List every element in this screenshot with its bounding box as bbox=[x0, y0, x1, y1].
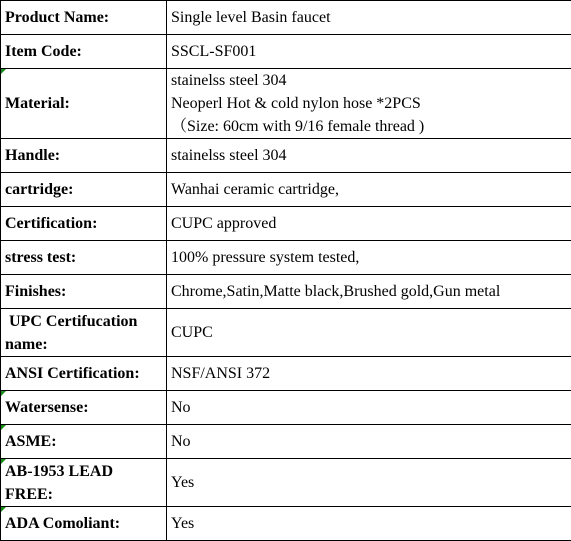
row-label-text: Product Name: bbox=[5, 9, 109, 26]
table-row bbox=[1, 241, 571, 275]
comment-marker-icon bbox=[1, 459, 6, 464]
row-label bbox=[1, 69, 167, 139]
row-value bbox=[167, 241, 571, 275]
row-label-text: ASME: bbox=[5, 433, 57, 450]
row-label-text: Watersense: bbox=[5, 399, 89, 416]
row-value bbox=[167, 507, 571, 541]
row-value bbox=[167, 35, 571, 69]
row-value bbox=[167, 1, 571, 35]
table-row bbox=[1, 391, 571, 425]
row-label bbox=[1, 35, 167, 69]
row-value bbox=[167, 207, 571, 241]
comment-marker-icon bbox=[1, 507, 6, 512]
row-label bbox=[1, 275, 167, 309]
row-label bbox=[1, 425, 167, 459]
comment-marker-icon bbox=[1, 391, 6, 396]
row-label bbox=[1, 241, 167, 275]
row-value-line: Wanhai ceramic cartridge, bbox=[171, 178, 567, 201]
row-label-text: Material: bbox=[5, 95, 70, 112]
comment-marker-icon bbox=[1, 425, 6, 430]
row-value-line: No bbox=[171, 430, 567, 453]
row-value-line: Neoperl Hot & cold nylon hose *2PCS bbox=[171, 92, 567, 115]
row-value-line: CUPC approved bbox=[171, 212, 567, 235]
row-value-line: Yes bbox=[171, 512, 567, 535]
row-label-text: Item Code: bbox=[5, 43, 82, 60]
row-value bbox=[167, 139, 571, 173]
row-label-text: Certification: bbox=[5, 215, 97, 232]
row-label bbox=[1, 139, 167, 173]
row-value-line: Single level Basin faucet bbox=[171, 6, 567, 29]
row-label bbox=[1, 357, 167, 391]
row-value-line: 100% pressure system tested, bbox=[171, 246, 567, 269]
row-value bbox=[167, 309, 571, 357]
row-label bbox=[1, 459, 167, 507]
row-label bbox=[1, 173, 167, 207]
row-value-line: NSF/ANSI 372 bbox=[171, 362, 567, 385]
table-row bbox=[1, 357, 571, 391]
table-row bbox=[1, 507, 571, 541]
row-value bbox=[167, 391, 571, 425]
table-row bbox=[1, 309, 571, 357]
table-row bbox=[1, 69, 571, 139]
row-label-text: Finishes: bbox=[5, 283, 66, 300]
table-row bbox=[1, 207, 571, 241]
row-label bbox=[1, 309, 167, 357]
row-label-text: AB-1953 LEAD FREE: bbox=[5, 463, 113, 503]
table-row bbox=[1, 1, 571, 35]
row-value-line: No bbox=[171, 396, 567, 419]
row-value bbox=[167, 275, 571, 309]
row-label-text: UPC Certifucation name: bbox=[5, 313, 141, 353]
table-row bbox=[1, 459, 571, 507]
row-value bbox=[167, 173, 571, 207]
row-label bbox=[1, 1, 167, 35]
row-label bbox=[1, 507, 167, 541]
row-value bbox=[167, 69, 571, 139]
row-label-text: cartridge: bbox=[5, 181, 73, 198]
row-label bbox=[1, 391, 167, 425]
row-label-text: stress test: bbox=[5, 249, 76, 266]
row-value-line: Chrome,Satin,Matte black,Brushed gold,Gun metal bbox=[171, 280, 567, 303]
row-value-line: CUPC bbox=[171, 321, 567, 344]
row-value bbox=[167, 357, 571, 391]
comment-marker-icon bbox=[1, 69, 6, 74]
row-label-text: ADA Comoliant: bbox=[5, 515, 120, 532]
row-value-line: SSCL-SF001 bbox=[171, 40, 567, 63]
row-value bbox=[167, 459, 571, 507]
table-row bbox=[1, 425, 571, 459]
row-label bbox=[1, 207, 167, 241]
table-row bbox=[1, 35, 571, 69]
row-value-line: stainelss steel 304 bbox=[171, 144, 567, 167]
row-value-line: （Size: 60cm with 9/16 female thread ) bbox=[171, 115, 567, 138]
row-value-line: stainelss steel 304 bbox=[171, 69, 567, 92]
table-row bbox=[1, 139, 571, 173]
row-value bbox=[167, 425, 571, 459]
table-row bbox=[1, 173, 571, 207]
row-value-line: Yes bbox=[171, 471, 567, 494]
table-row bbox=[1, 275, 571, 309]
row-label-text: Handle: bbox=[5, 147, 60, 164]
row-label-text: ANSI Certification: bbox=[5, 365, 140, 382]
